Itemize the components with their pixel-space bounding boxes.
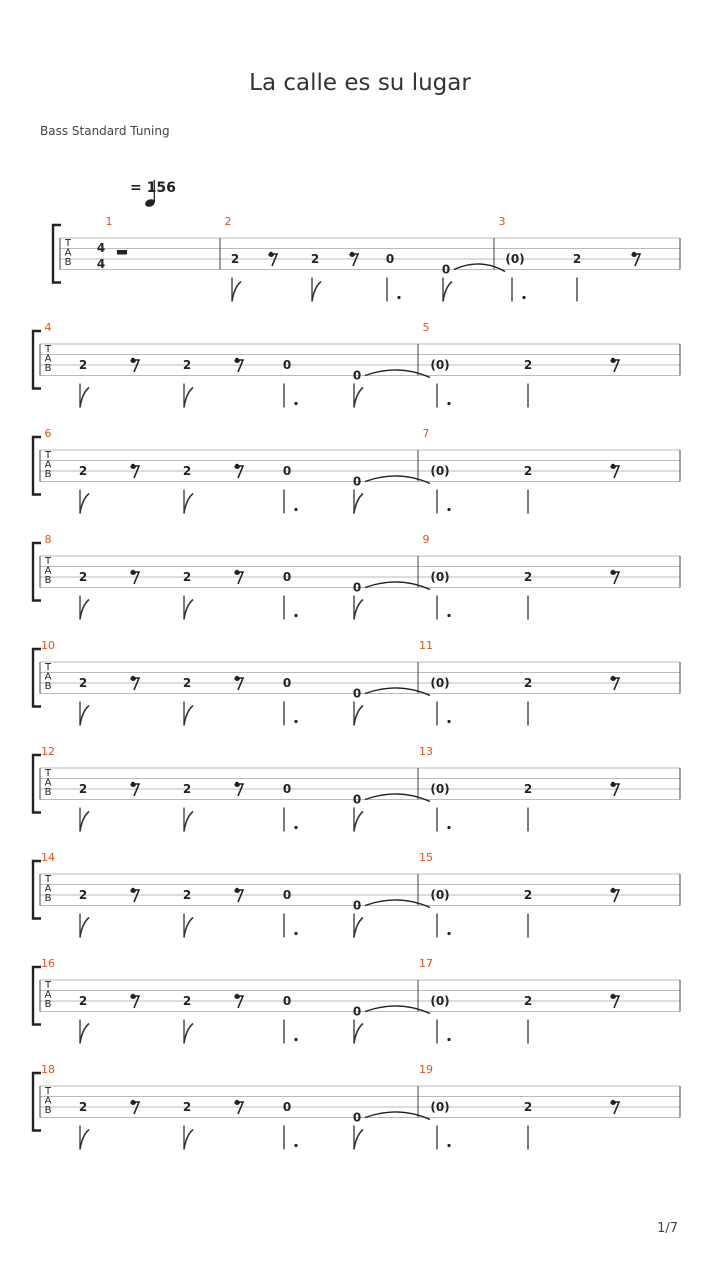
- measure-number: 8: [44, 533, 52, 546]
- measure-number: 15: [419, 851, 433, 864]
- tab-clef-letter: T: [44, 556, 52, 567]
- fret-number: 0: [352, 474, 362, 489]
- dot: [294, 1144, 297, 1147]
- fret-number: 0: [352, 1110, 362, 1125]
- tab-clef-letter: B: [44, 1105, 52, 1116]
- fret-number: 0: [282, 464, 292, 478]
- fret-number: 2: [523, 888, 533, 902]
- time-signature-top: 4: [96, 241, 106, 255]
- fret-number: 0: [282, 782, 292, 796]
- fret-number: 2: [230, 252, 240, 266]
- note-flag: [354, 812, 363, 832]
- tab-clef-letter: B: [44, 469, 52, 480]
- dot: [447, 720, 450, 723]
- tab-system: [33, 745, 680, 832]
- eighth-rest-dot: [611, 1100, 615, 1104]
- eighth-rest-dot: [235, 1100, 239, 1104]
- note-flag: [184, 706, 193, 726]
- note-flag: [184, 918, 193, 938]
- eighth-rest-dot: [632, 252, 636, 256]
- tab-system: [33, 321, 680, 408]
- dot: [447, 614, 450, 617]
- eighth-rest-dot: [235, 464, 239, 468]
- dot: [447, 826, 450, 829]
- measure-number: 13: [419, 745, 433, 758]
- fret-number: (0): [430, 570, 450, 584]
- tie-arc: [365, 582, 430, 590]
- note-flag: [80, 918, 89, 938]
- tab-clef-letter: B: [44, 575, 52, 586]
- dot: [447, 1038, 450, 1041]
- note-flag: [80, 1024, 89, 1044]
- eighth-rest-dot: [131, 676, 135, 680]
- measure-number: 5: [422, 321, 430, 334]
- measure-number: 17: [419, 957, 433, 970]
- tie-arc: [365, 1112, 430, 1120]
- note-flag: [232, 282, 241, 302]
- measure-number: 9: [422, 533, 430, 546]
- tab-clef-letter: T: [44, 662, 52, 673]
- eighth-rest-dot: [131, 782, 135, 786]
- note-flag: [354, 1024, 363, 1044]
- eighth-rest-dot: [235, 676, 239, 680]
- fret-number: (0): [430, 994, 450, 1008]
- fret-number: (0): [430, 782, 450, 796]
- fret-number: 0: [282, 888, 292, 902]
- tuning-label: Bass Standard Tuning: [40, 124, 170, 138]
- tab-clef-letter: A: [44, 883, 52, 895]
- eighth-rest-dot: [235, 994, 239, 998]
- measure-number: 11: [419, 639, 433, 652]
- fret-number: (0): [430, 1100, 450, 1114]
- tab-system: [33, 427, 680, 514]
- tab-clef-letter: B: [44, 999, 52, 1010]
- tab-clef-letter: T: [44, 1086, 52, 1097]
- note-flag: [80, 706, 89, 726]
- eighth-rest-dot: [611, 994, 615, 998]
- fret-number: 0: [385, 252, 395, 266]
- fret-number: (0): [430, 464, 450, 478]
- dot: [447, 1144, 450, 1147]
- fret-number: 2: [78, 782, 88, 796]
- tie-arc: [365, 794, 430, 802]
- note-flag: [184, 600, 193, 620]
- fret-number: 2: [182, 782, 192, 796]
- note-flag: [354, 1130, 363, 1150]
- eighth-rest-dot: [611, 888, 615, 892]
- fret-number: 0: [352, 1004, 362, 1019]
- tab-clef-letter: T: [44, 344, 52, 355]
- eighth-rest-dot: [131, 1100, 135, 1104]
- fret-number: 2: [78, 570, 88, 584]
- dot: [294, 826, 297, 829]
- note-flag: [184, 388, 193, 408]
- fret-number: 0: [282, 994, 292, 1008]
- eighth-rest-dot: [131, 994, 135, 998]
- tab-clef-letter: A: [44, 353, 52, 365]
- fret-number: 2: [310, 252, 320, 266]
- fret-number: 2: [78, 464, 88, 478]
- fret-number: 0: [352, 792, 362, 807]
- note-flag: [80, 388, 89, 408]
- fret-number: 2: [182, 888, 192, 902]
- fret-number: 2: [182, 570, 192, 584]
- tab-clef-letter: B: [44, 681, 52, 692]
- fret-number: 2: [78, 676, 88, 690]
- fret-number: (0): [430, 676, 450, 690]
- fret-number: 2: [523, 782, 533, 796]
- note-flag: [354, 388, 363, 408]
- page-number: 1/7: [657, 1221, 678, 1236]
- measure-number: 19: [419, 1063, 433, 1076]
- fret-number: 2: [182, 994, 192, 1008]
- dot: [294, 720, 297, 723]
- tab-system: [33, 639, 680, 726]
- score-title: La calle es su lugar: [249, 70, 471, 96]
- tab-system: [33, 851, 680, 938]
- fret-number: 0: [282, 570, 292, 584]
- fret-number: 0: [282, 676, 292, 690]
- eighth-rest-dot: [611, 358, 615, 362]
- measure-number: 1: [105, 215, 113, 228]
- measure-number: 16: [41, 957, 55, 970]
- tab-clef-letter: B: [64, 257, 72, 268]
- measure-number: 12: [41, 745, 55, 758]
- fret-number: 2: [572, 252, 582, 266]
- note-flag: [354, 600, 363, 620]
- tab-system: [53, 215, 680, 302]
- eighth-rest-dot: [235, 358, 239, 362]
- tab-clef-letter: T: [64, 238, 72, 249]
- tie-arc: [365, 688, 430, 696]
- tab-clef-letter: B: [44, 363, 52, 374]
- eighth-rest-dot: [611, 676, 615, 680]
- tab-clef-letter: A: [64, 247, 72, 259]
- dot: [294, 402, 297, 405]
- eighth-rest-dot: [235, 570, 239, 574]
- tie-arc: [365, 476, 430, 484]
- fret-number: (0): [430, 888, 450, 902]
- note-flag: [80, 600, 89, 620]
- dot: [447, 932, 450, 935]
- eighth-rest-dot: [235, 782, 239, 786]
- fret-number: 2: [523, 1100, 533, 1114]
- eighth-rest-dot: [611, 570, 615, 574]
- fret-number: 0: [282, 1100, 292, 1114]
- tab-clef-letter: A: [44, 565, 52, 577]
- note-flag: [354, 494, 363, 514]
- note-flag: [312, 282, 321, 302]
- tempo-value: = 156: [130, 180, 176, 196]
- measure-number: 2: [224, 215, 232, 228]
- measure-number: 18: [41, 1063, 55, 1076]
- note-flag: [80, 494, 89, 514]
- fret-number: 0: [352, 368, 362, 383]
- dot: [447, 508, 450, 511]
- tie-arc: [365, 370, 430, 378]
- fret-number: 0: [352, 580, 362, 595]
- fret-number: 2: [182, 358, 192, 372]
- tab-clef-letter: T: [44, 874, 52, 885]
- dot: [294, 614, 297, 617]
- fret-number: 2: [78, 1100, 88, 1114]
- fret-number: 0: [282, 358, 292, 372]
- tab-clef-letter: B: [44, 893, 52, 904]
- dot: [294, 1038, 297, 1041]
- fret-number: 0: [352, 686, 362, 701]
- measure-number: 10: [41, 639, 55, 652]
- dot: [294, 508, 297, 511]
- note-flag: [80, 812, 89, 832]
- tab-clef-letter: A: [44, 989, 52, 1001]
- fret-number: 2: [523, 676, 533, 690]
- note-flag: [184, 1130, 193, 1150]
- fret-number: 2: [523, 464, 533, 478]
- dot: [397, 296, 400, 299]
- fret-number: 2: [182, 1100, 192, 1114]
- eighth-rest-dot: [350, 252, 354, 256]
- note-flag: [354, 918, 363, 938]
- tab-clef-letter: T: [44, 450, 52, 461]
- eighth-rest-dot: [131, 358, 135, 362]
- tab-clef-letter: T: [44, 980, 52, 991]
- tie-arc: [454, 264, 505, 272]
- measure-number: 14: [41, 851, 55, 864]
- tab-clef-letter: A: [44, 1095, 52, 1107]
- eighth-rest-dot: [611, 782, 615, 786]
- fret-number: (0): [430, 358, 450, 372]
- note-flag: [80, 1130, 89, 1150]
- note-flag: [184, 812, 193, 832]
- fret-number: 2: [78, 994, 88, 1008]
- fret-number: 2: [523, 994, 533, 1008]
- measure-number: 7: [422, 427, 430, 440]
- fret-number: (0): [505, 252, 525, 266]
- fret-number: 2: [78, 888, 88, 902]
- eighth-rest-dot: [611, 464, 615, 468]
- dot: [447, 402, 450, 405]
- note-flag: [354, 706, 363, 726]
- dot: [522, 296, 525, 299]
- tab-clef-letter: A: [44, 459, 52, 471]
- eighth-rest-dot: [131, 464, 135, 468]
- measure-number: 6: [44, 427, 52, 440]
- fret-number: 0: [352, 898, 362, 913]
- eighth-rest-dot: [131, 888, 135, 892]
- note-flag: [184, 494, 193, 514]
- tab-system: [33, 957, 680, 1044]
- eighth-rest-dot: [269, 252, 273, 256]
- dot: [294, 932, 297, 935]
- note-flag: [443, 282, 452, 302]
- measure-number: 4: [44, 321, 52, 334]
- fret-number: 2: [523, 570, 533, 584]
- tie-arc: [365, 1006, 430, 1014]
- tab-system: [33, 1063, 680, 1150]
- tab-clef-letter: A: [44, 777, 52, 789]
- tab-clef-letter: B: [44, 787, 52, 798]
- eighth-rest-dot: [235, 888, 239, 892]
- fret-number: 2: [182, 464, 192, 478]
- fret-number: 0: [441, 262, 451, 277]
- fret-number: 2: [78, 358, 88, 372]
- tab-clef-letter: T: [44, 768, 52, 779]
- note-flag: [184, 1024, 193, 1044]
- eighth-rest-dot: [131, 570, 135, 574]
- time-signature-bottom: 4: [96, 257, 106, 271]
- tie-arc: [365, 900, 430, 908]
- fret-number: 2: [523, 358, 533, 372]
- tab-clef-letter: A: [44, 671, 52, 683]
- measure-number: 3: [498, 215, 506, 228]
- fret-number: 2: [182, 676, 192, 690]
- half-rest: [117, 250, 127, 255]
- tab-system: [33, 533, 680, 620]
